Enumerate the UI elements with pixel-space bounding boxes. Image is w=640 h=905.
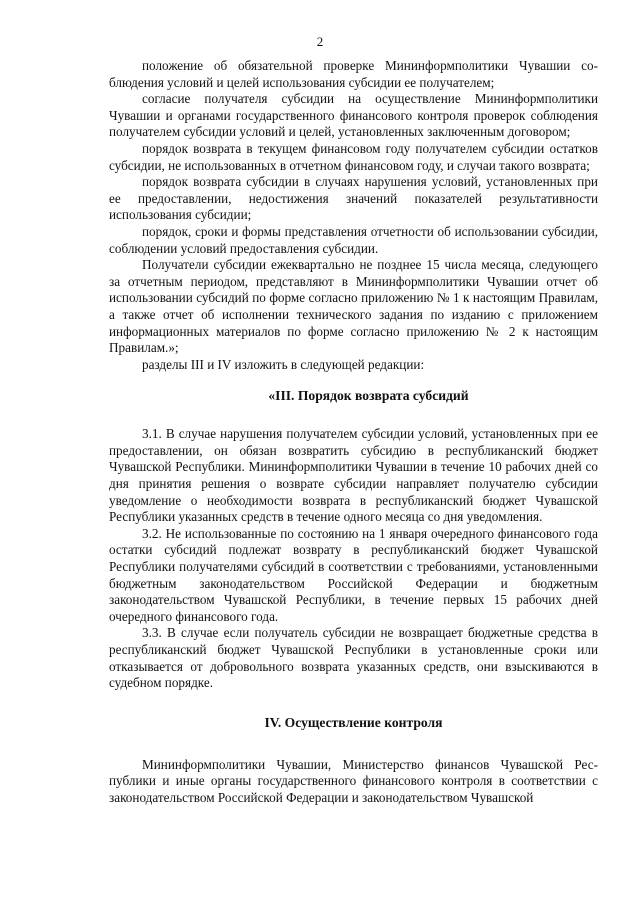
paragraph-quarterly-reports: Получатели субсидии ежеквартально не позднее 15 числа месяца, следующего за отчетным периодом, представляют в Мининформполитики Чувашии отчет об использовании субсидий по форме согласно приложению № 1 к настоящим Правилам, а также отчет об исполнении технического задания по изданию с приложением информационных материалов по форме согласно приложению № 2 к настоящим Правилам.»; — [109, 257, 598, 356]
clause-3-2: 3.2. Не использованные по состоянию на 1 января очередного финансового года остатки субсидий подлежат возврату в республиканский бюджет Чувашской Республики получателями субсидий в соответствии с требованиями, установленными бюджетным законодательством Российской Федерации и бюджетным законодательством Чувашской Республики, в течение первых 15 рабочих дней очередного финансового года. — [109, 525, 598, 624]
paragraph-return-of-remainders: порядок возврата в текущем финансовом году получателем субсидии остатков субсидии, не использованных в отчетном финансовом году, и случаи такого возврата; — [109, 140, 598, 173]
section-4-paragraph: Мининформполитики Чувашии, Министерство финансов Чувашской Республики и иные органы государственного финансового контроля в соответствии с законодательством Российской Федерации и законодательством Чувашской — [109, 756, 598, 805]
clause-3-3: 3.3. В случае если получатель субсидии не возвращает бюджетные средства в республиканский бюджет Чувашской Республики в установленные сроки или отказывается от добровольного возврата указанных средств, они взыскиваются в судебном порядке. — [109, 625, 598, 691]
paragraph-return-on-violation: порядок возврата субсидии в случаях нарушения условий, установленных при ее предоставлении, недостижения значений показателей результативности использования субсидии; — [109, 174, 598, 223]
section-3-heading: «III. Порядок возврата субсидий — [268, 388, 469, 404]
clause-3-1: 3.1. В случае нарушения получателем субсидии условий, установленных при ее предоставлении, он обязан возвратить субсидию в республиканский бюджет Чувашской Республики. Мининформполитики Чувашии в течение 10 рабочих дней со дня принятия решения о возврате субсидии направляет получателю субсидии уведомление о необходимости возврата в республиканский бюджет Чувашской Республики указанных средств в течение одного месяца со дня уведомления. — [109, 426, 598, 525]
paragraph-reporting-procedure: порядок, сроки и формы представления отчетности об использовании субсидии, соблюдении условий предоставления субсидии. — [109, 223, 598, 256]
page-number: 2 — [316, 34, 324, 49]
paragraph-sections-amendment: разделы III и IV изложить в следующей редакции: — [142, 356, 425, 372]
paragraph-inspection-provision: положение об обязательной проверке Мининформполитики Чувашии соблюдения условий и целей использования субсидии ее получателем; — [109, 58, 598, 90]
section-4-heading: IV. Осуществление контроля — [264, 714, 443, 730]
paragraph-consent-to-inspection: согласие получателя субсидии на осуществление Мининформполитики Чувашии и органами государственного финансового контроля проверок соблюдения получателем субсидии условий и целей, установленных заключенным договором; — [109, 91, 598, 140]
document-body — [109, 58, 598, 807]
